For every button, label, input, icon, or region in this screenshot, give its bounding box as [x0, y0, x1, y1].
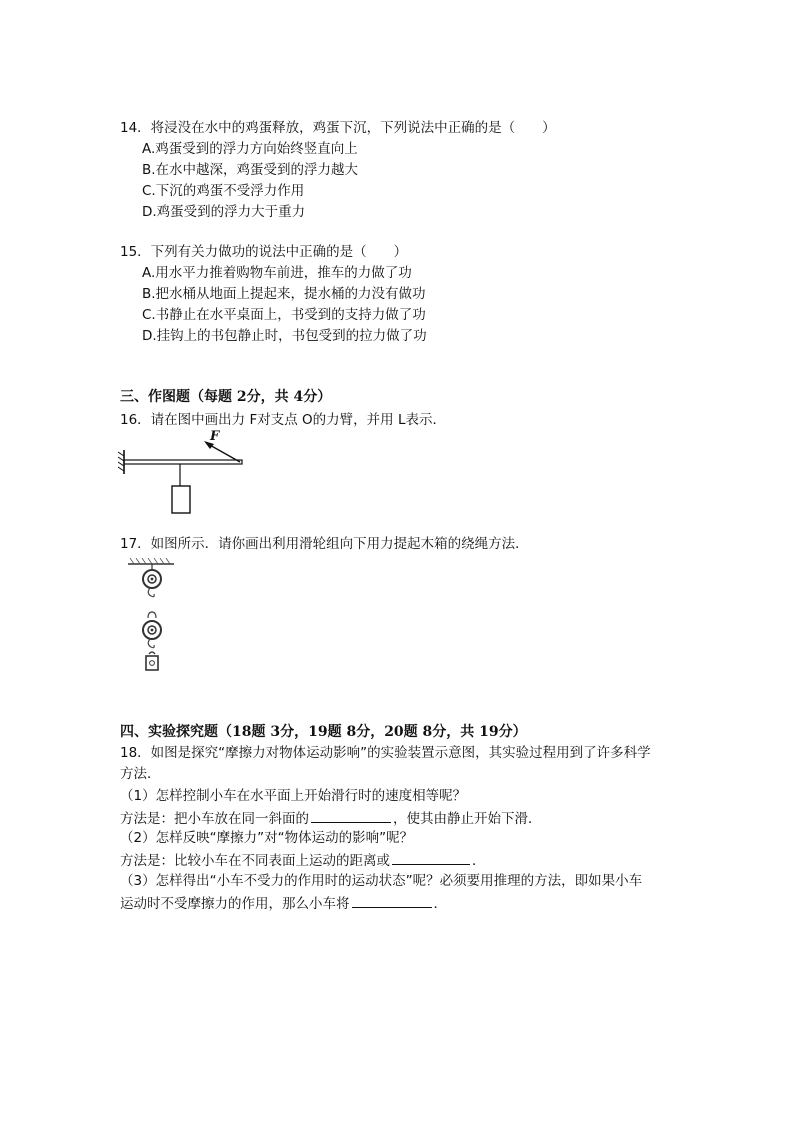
ceiling-support [128, 558, 174, 564]
wooden-box [146, 652, 158, 670]
q14-stem: 14．将浸没在水中的鸡蛋释放，鸡蛋下沉，下列说法中正确的是（ ） [120, 120, 556, 136]
q18-part1-question: （1）怎样控制小车在水平面上开始滑行时的速度相等呢？ [120, 788, 467, 804]
q18-part2-prefix: 方法是：比较小车在不同表面上运动的距离或 [120, 853, 390, 869]
section4-title: 四、实验探究题（18题 3分，19题 8分，20题 8分，共 19分） [120, 724, 527, 740]
q18-stem-line2: 方法． [120, 766, 161, 782]
lever-bar [124, 460, 242, 464]
force-label: F [210, 430, 220, 444]
q18-part2-question: （2）怎样反映“摩擦力”对“物体运动的影响”呢？ [120, 830, 414, 846]
q15-option-c: C.书静止在水平桌面上，书受到的支持力做了功 [142, 307, 426, 323]
pulley-figure [124, 558, 184, 680]
q15-stem: 15．下列有关力做功的说法中正确的是（ ） [120, 244, 408, 260]
q14-option-b: B.在水中越深，鸡蛋受到的浮力越大 [142, 162, 359, 178]
weight-block [172, 486, 190, 513]
q18-part1-suffix: ，使其由静止开始下滑． [393, 811, 542, 827]
q14-option-d: D.鸡蛋受到的浮力大于重力 [142, 204, 306, 220]
q15-option-b: B.把水桶从地面上提起来，提水桶的力没有做功 [142, 286, 426, 302]
q18-part2-blank[interactable] [392, 850, 470, 865]
q18-stem-line1: 18．如图是探究“摩擦力对物体运动影响”的实验装置示意图，其实验过程用到了许多科学 [120, 745, 651, 761]
q18-part1-answer [120, 808, 542, 828]
q15-option-d: D.挂钩上的书包静止时，书包受到的拉力做了功 [142, 328, 427, 344]
section3-title: 三、作图题（每题 2分，共 4分） [120, 389, 332, 405]
q16-stem: 16．请在图中画出力 F对支点 O的力臂，并用 L表示． [120, 412, 446, 428]
force-arrow [208, 444, 240, 462]
q18-part3-prefix: 运动时不受摩擦力的作用，那么小车将 [120, 896, 350, 912]
fixed-pulley [143, 564, 161, 597]
q14-option-a: A.鸡蛋受到的浮力方向始终竖直向上 [142, 141, 358, 157]
q18-part1-blank[interactable] [311, 808, 391, 823]
q18-part3-line1: （3）怎样得出“小车不受力的作用时的运动状态”呢？必须要用推理的方法，即如果小车 [120, 873, 643, 889]
q18-part3-line2 [120, 893, 447, 913]
q17-stem: 17．如图所示．请你画出利用滑轮组向下用力提起木箱的绕绳方法． [120, 536, 529, 552]
q14-option-c: C.下沉的鸡蛋不受浮力作用 [142, 183, 305, 199]
q18-part3-suffix: ． [433, 896, 447, 912]
q18-part3-blank[interactable] [352, 893, 432, 908]
q15-option-a: A.用水平力推着购物车前进，推车的力做了功 [142, 265, 412, 281]
q18-part2-suffix: ． [472, 853, 486, 869]
wall-support [118, 450, 124, 474]
lever-figure [118, 430, 248, 520]
movable-pulley [143, 612, 161, 648]
q18-part2-answer [120, 850, 486, 870]
q18-part1-prefix: 方法是：把小车放在同一斜面的 [120, 811, 309, 827]
